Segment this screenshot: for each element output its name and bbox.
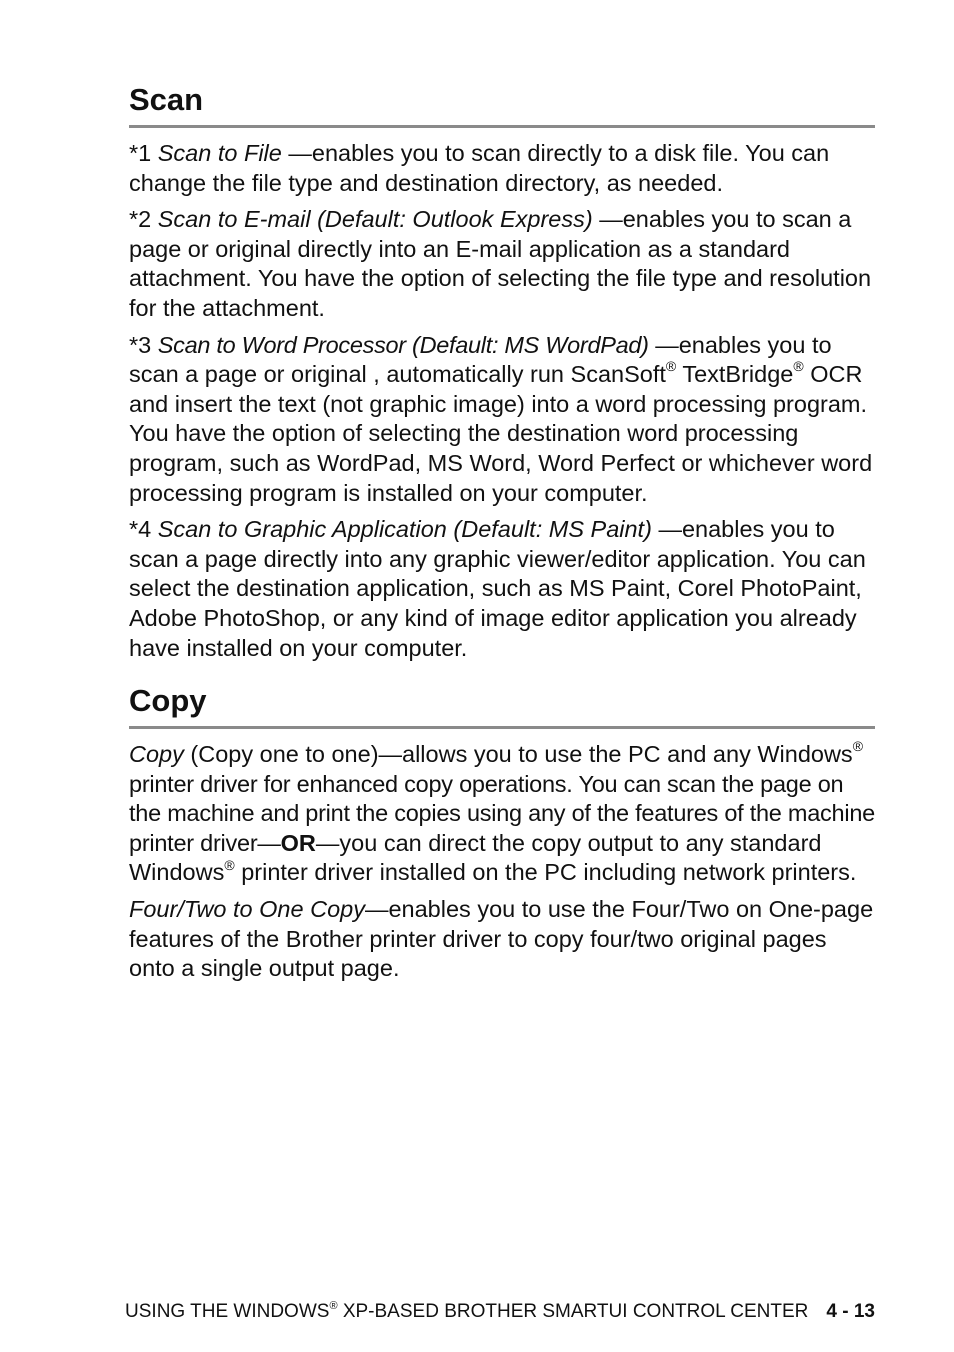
copy-heading: Copy bbox=[129, 683, 207, 718]
copy-heading-rule bbox=[129, 726, 875, 729]
footer-text-a: USING THE WINDOWS bbox=[125, 1301, 330, 1322]
scan-item-1-text: —enables you to scan directly to a disk file. You can change the file type and destination directory, as needed. bbox=[129, 140, 830, 196]
page-number: 4 - 13 bbox=[826, 1301, 875, 1322]
registered-mark: ® bbox=[793, 358, 804, 375]
copy-paragraph-2 bbox=[129, 895, 875, 984]
scan-item-2-text: —enables you to scan a page or original directly into an E-mail application as a standard attachment. You have the option of selecting the file type and resolution for the attachment. bbox=[129, 206, 872, 321]
page-footer bbox=[125, 1300, 875, 1324]
scan-item-3-text-a: —enables you to scan a page or original , automatically run ScanSoft bbox=[129, 331, 832, 388]
copy-or-emphasis: OR bbox=[280, 829, 316, 856]
scan-section bbox=[129, 81, 875, 663]
scan-item-3-text-c: OCR and insert the text (not graphic image) into a word processing program. You have the option of selecting the destination word processing program, such as WordPad, MS Word, Word Perfect or whichever word processing program is installed on your computer. bbox=[129, 361, 873, 506]
scan-item-4-title: Scan to Graphic Application (Default: MS Paint) bbox=[157, 516, 652, 543]
copy-text-c: —you can direct the copy output to any standard Windows bbox=[129, 829, 822, 886]
registered-mark: ® bbox=[224, 856, 235, 873]
scan-item-4 bbox=[129, 515, 875, 663]
scan-item-1-prefix: *1 bbox=[129, 140, 158, 166]
copy-text-a: (Copy one to one)—allows you to use the PC and any Windows bbox=[183, 741, 853, 767]
scan-item-3-prefix: *3 bbox=[129, 331, 158, 358]
scan-item-2-title: Scan to E-mail (Default: Outlook Express) bbox=[157, 206, 593, 233]
copy-title: Copy bbox=[129, 741, 184, 767]
copy-paragraphs bbox=[129, 740, 875, 984]
registered-mark: ® bbox=[852, 738, 864, 755]
copy-section bbox=[129, 682, 875, 984]
registered-mark: ® bbox=[329, 1299, 338, 1312]
copy-paragraph-1 bbox=[129, 740, 875, 888]
scan-item-2-prefix: *2 bbox=[129, 206, 158, 233]
scan-item-2 bbox=[129, 205, 875, 323]
scan-heading: Scan bbox=[129, 82, 204, 117]
scan-item-4-text: —enables you to scan a page directly into any graphic viewer/editor application. You can select the destination application, such as MS Paint, Corel PhotoPaint, Adobe PhotoShop, or any kind of image editor application you already have installed on your computer. bbox=[129, 516, 866, 661]
scan-item-1 bbox=[129, 139, 875, 198]
scan-paragraphs bbox=[129, 139, 875, 663]
scan-item-1-title: Scan to File bbox=[157, 140, 282, 166]
scan-heading-rule bbox=[129, 125, 875, 128]
four-two-copy-title: Four/Two to One Copy bbox=[129, 895, 365, 922]
registered-mark: ® bbox=[665, 358, 677, 375]
four-two-copy-text: —enables you to use the Four/Two on One-page features of the Brother printer driver to copy four/two original pages onto a single output page. bbox=[129, 895, 874, 982]
scan-item-3-text-b: TextBridge bbox=[676, 361, 794, 388]
scan-item-3 bbox=[129, 331, 875, 509]
scan-item-4-prefix: *4 bbox=[129, 516, 158, 543]
copy-text-b: printer driver for enhanced copy operations. You can scan the page on the machine and print the copies using any of the features of the machine printer driver— bbox=[129, 770, 875, 856]
scan-item-3-title: Scan to Word Processor (Default: MS WordPad) bbox=[157, 331, 649, 358]
footer-text-b: XP-BASED BROTHER SMARTUI CONTROL CENTER bbox=[337, 1301, 809, 1322]
copy-text-d: printer driver installed on the PC including network printers. bbox=[234, 859, 857, 886]
